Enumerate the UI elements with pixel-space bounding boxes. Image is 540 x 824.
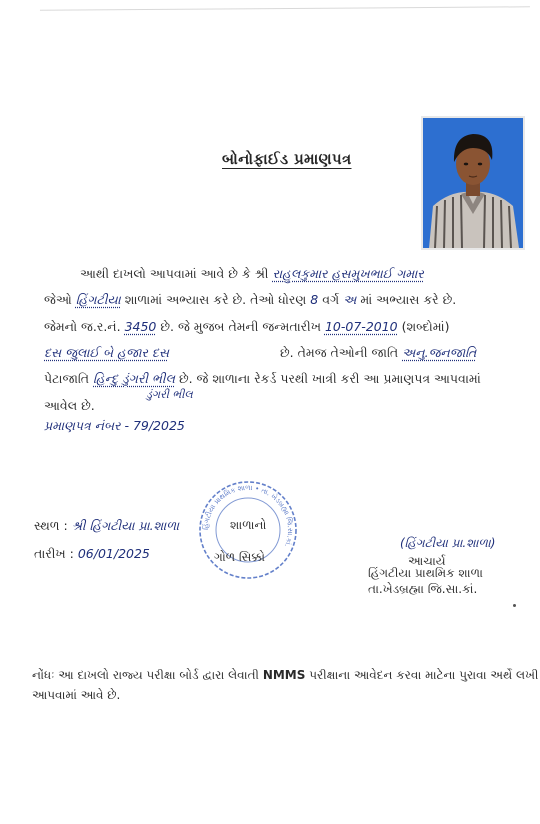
student-photo: [421, 116, 525, 250]
place-row: [34, 518, 179, 534]
principal-title: આચાર્ય: [408, 554, 446, 568]
body-text: આથી દાખલો આપવામાં આવે છે કે શ્રી: [80, 266, 269, 281]
document-title: બોનોફાઈડ પ્રમાણપત્ર: [222, 150, 352, 168]
body-text: પેટાજાતિ: [44, 371, 90, 386]
standard-value: 8: [310, 292, 319, 307]
body-line-3: [44, 319, 449, 335]
note-text: નોંધઃ આ દાખલો રાજ્ય પરીક્ષા બોર્ડ દ્વારા લેવાતી: [32, 668, 259, 682]
body-text: શાળામાં અભ્યાસ કરે છે. તેઓ ધોરણ: [124, 292, 307, 307]
note-text: પરીક્ષાના આવેદન કરવા માટેના પુરાવા અર્થે લખી: [309, 668, 539, 682]
certificate-number: પ્રમાણપત્ર નંબર - 79/2025: [44, 418, 185, 433]
seal-label-top: શાળાનો: [230, 518, 267, 532]
body-text: (શબ્દોમાં): [401, 319, 450, 334]
subcaste-value: હિન્દુ ડુંગરી ભીલ: [93, 371, 175, 386]
ink-mark: [513, 604, 516, 607]
body-line-5: [44, 371, 481, 387]
gr-number: 3450: [124, 319, 157, 334]
seal-label-bottom: ગોળ સિક્કો: [214, 550, 265, 564]
student-name: રાહુલકુમાર હસમુખભાઈ ગમાર: [272, 266, 424, 281]
portrait-image: [423, 118, 523, 248]
date-label: તારીખ :: [34, 546, 74, 561]
note-line-2: આપવામાં આવે છે.: [32, 688, 121, 702]
body-line-1: [80, 266, 424, 282]
caste-value: અનુ.જનજાતિ: [402, 345, 477, 360]
body-text: છે. જે શાળાના રેકર્ડ પરથી ખાત્રી કરી આ પ્રમાણપત્ર આપવામાં: [178, 371, 481, 386]
body-line-4: [44, 345, 476, 361]
body-line-2: [44, 292, 456, 308]
signature-taluka: તા.ખેડબ્રહ્મા જિ.સા.કાં.: [368, 582, 478, 596]
birth-date: 10-07-2010: [324, 319, 398, 334]
body-text: છે. તેમજ તેઓની જાતિ: [279, 345, 399, 360]
body-text: આવેલ છે.: [44, 398, 95, 413]
paper-edge: [40, 6, 530, 20]
note-line-1: [32, 668, 538, 683]
seal-ring-text: હિંગટીયા પ્રાથમિક શાળા • તા. ખેડબ્રહ્મા જિ.સા.કાં.: [201, 483, 295, 549]
signature-school: હિંગટીયા પ્રાથમિક શાળા: [368, 566, 483, 580]
body-text: જેમનો જ.ર.નં.: [44, 319, 121, 334]
exam-name: NMMS: [262, 668, 306, 682]
place-value: શ્રી હિંગટીયા પ્રા.શાળા: [71, 518, 180, 533]
division-value: અ: [343, 292, 357, 307]
place-label: સ્થળ :: [34, 518, 68, 533]
body-text: વર્ગ: [322, 292, 340, 307]
date-row: [34, 546, 150, 562]
signature: (હિંગટીયા પ્રા.શાળા): [400, 536, 496, 550]
body-text: છે. જે મુજબ તેમની જન્મતારીખ: [160, 319, 321, 334]
body-line-6: [44, 398, 95, 414]
body-text: માં અભ્યાસ કરે છે.: [360, 292, 457, 307]
date-value: 06/01/2025: [77, 546, 150, 561]
handwritten-note: ડુંગરી ભીલ: [146, 388, 193, 401]
body-text: જેઓ: [44, 292, 72, 307]
school-name: હિંગટીયા: [75, 292, 121, 307]
birth-date-words: દસ જુલાઈ બે હજાર દસ: [44, 345, 169, 360]
